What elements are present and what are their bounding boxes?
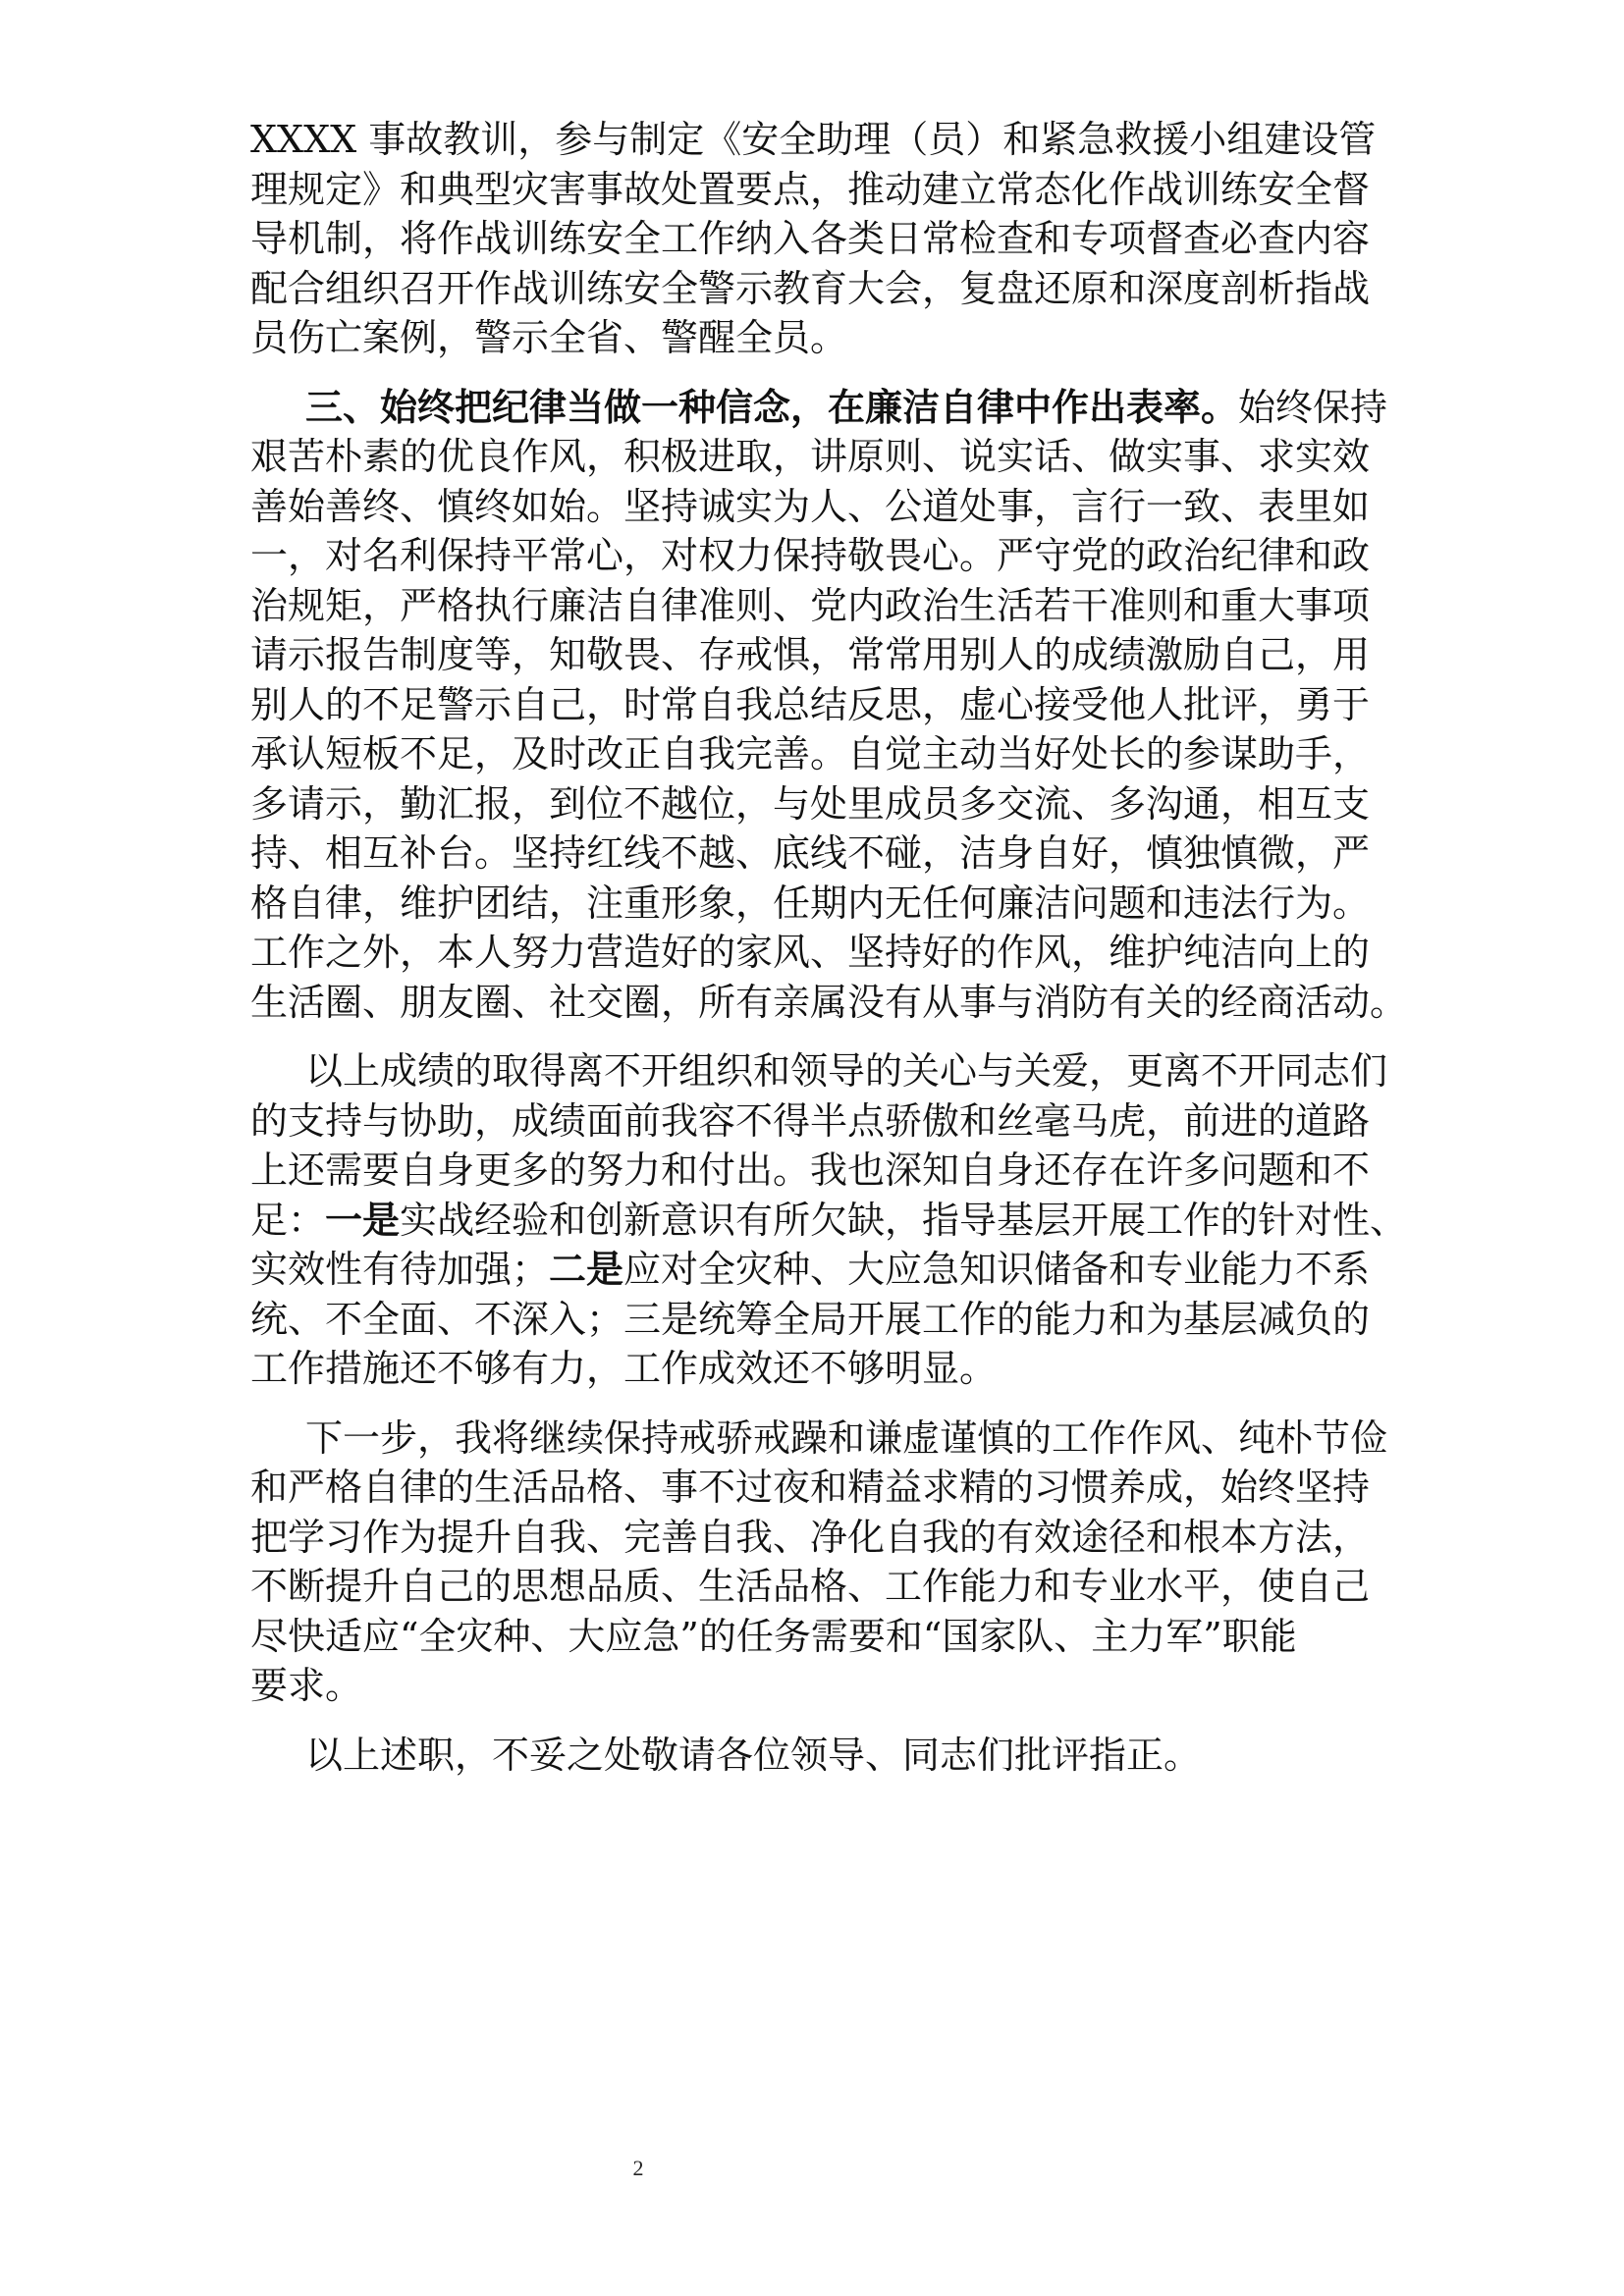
text-line: 统、不全面、不深入；三是统筹全局开展工作的能力和为基层减负的 (250, 1297, 1371, 1341)
text-line: 导机制，将作战训练安全工作纳入各类日常检查和专项督查必查内容 (250, 217, 1371, 260)
text-line: 的支持与协助，成绩面前我容不得半点骄傲和丝毫马虎，前进的道路 (250, 1098, 1371, 1143)
page-number: 2 (632, 2156, 644, 2180)
text-line: 员伤亡案例，警示全省、警醒全员。 (250, 316, 848, 359)
text-line (250, 383, 1389, 433)
text-line: 请示报告制度等，知敬畏、存戒惧，常常用别人的成绩激励自己，用 (250, 633, 1371, 676)
text-line: 工作措施还不够有力，工作成效还不够明显。 (250, 1347, 998, 1390)
text-line: 尽快适应“全灾种、大应急”的任务需要和“国家队、主力军”职能 (250, 1614, 1297, 1658)
paragraph-discipline (250, 383, 1408, 1028)
text-line: 格自律，维护团结，注重形象，任期内无任何廉洁问题和违法行为。 (250, 881, 1371, 925)
text-line: 持、相互补台。坚持红线不越、底线不碰，洁身自好，慎独慎微，严 (250, 831, 1371, 875)
text-line: 工作之外，本人努力营造好的家风、坚持好的作风，维护纯洁向上的 (250, 931, 1371, 974)
paragraph-next-steps (250, 1414, 1389, 1711)
text-line: 把学习作为提升自我、完善自我、净化自我的有效途径和根本方法， (250, 1515, 1371, 1559)
text-line: 和严格自律的生活品格、事不过夜和精益求精的习惯养成，始终坚持 (250, 1466, 1371, 1509)
text-line: 要求。 (250, 1664, 363, 1707)
text-line: XXXX 事故教训，参与制定《安全助理（员）和紧急救援小组建设管 (250, 118, 1377, 161)
text-line: 多请示，勤汇报，到位不越位，与处里成员多交流、多沟通，相互支 (250, 781, 1371, 826)
text-line: 不断提升自己的思想品质、生活品格、工作能力和专业水平，使自己 (250, 1565, 1371, 1608)
text-fragment: 足： (250, 1198, 326, 1242)
text-fragment: 实效性有待加强； (250, 1248, 550, 1291)
document-body (250, 115, 1408, 1799)
text-line: 生活圈、朋友圈、社交圈，所有亲属没有从事与消防有关的经商活动。 (250, 980, 1408, 1024)
text-line: 别人的不足警示自己，时常自我总结反思，虚心接受他人批评，勇于 (250, 682, 1371, 726)
text-line: 艰苦朴素的优良作风，积极进取，讲原则、说实话、做实事、求实效 (250, 435, 1371, 478)
text-line: 下一步，我将继续保持戒骄戒躁和谦虚谨慎的工作作风、纯朴节俭 (305, 1415, 1388, 1460)
bold-marker: 二是 (549, 1247, 624, 1291)
text-line: 上还需要自身更多的努力和付出。我也深知自身还存在许多问题和不 (250, 1148, 1371, 1192)
text-line: 理规定》和典型灾害事故处置要点，推动建立常态化作战训练安全督 (250, 167, 1371, 211)
text-line: 善始善终、慎终如始。坚持诚实为人、公道处事，言行一致、表里如 (250, 484, 1371, 528)
text-fragment: 实战经验和创新意识有所欠缺，指导基层开展工作的针对性、 (400, 1198, 1408, 1242)
text-line (250, 1196, 1408, 1246)
text-line: 以上述职，不妥之处敬请各位领导、同志们批评指正。 (305, 1733, 1202, 1777)
text-line: 以上成绩的取得离不开组织和领导的关心与关爱，更离不开同志们 (305, 1049, 1388, 1093)
bold-marker: 一是 (325, 1197, 401, 1242)
text-fragment: 应对全灾种、大应急知识储备和专业能力不系 (623, 1248, 1371, 1291)
text-line: 治规矩，严格执行廉洁自律准则、党内政治生活若干准则和重大事项 (250, 583, 1371, 627)
text-line (250, 1245, 1389, 1295)
paragraph-closing (250, 1731, 1389, 1781)
text-line: 配合组织召开作战训练安全警示教育大会，复盘还原和深度剖析指战 (250, 266, 1371, 310)
text-fragment: 始终保持 (1238, 385, 1388, 429)
text-line: 承认短板不足，及时改正自我完善。自觉主动当好处长的参谋助手， (250, 732, 1371, 775)
paragraph-shortcomings (250, 1046, 1408, 1394)
section-heading: 三、始终把纪律当做一种信念，在廉洁自律中作出表率。 (305, 384, 1239, 429)
text-line: 一，对名利保持平常心，对权力保持敬畏心。严守党的政治纪律和政 (250, 534, 1371, 577)
paragraph-safety-training (250, 115, 1389, 363)
